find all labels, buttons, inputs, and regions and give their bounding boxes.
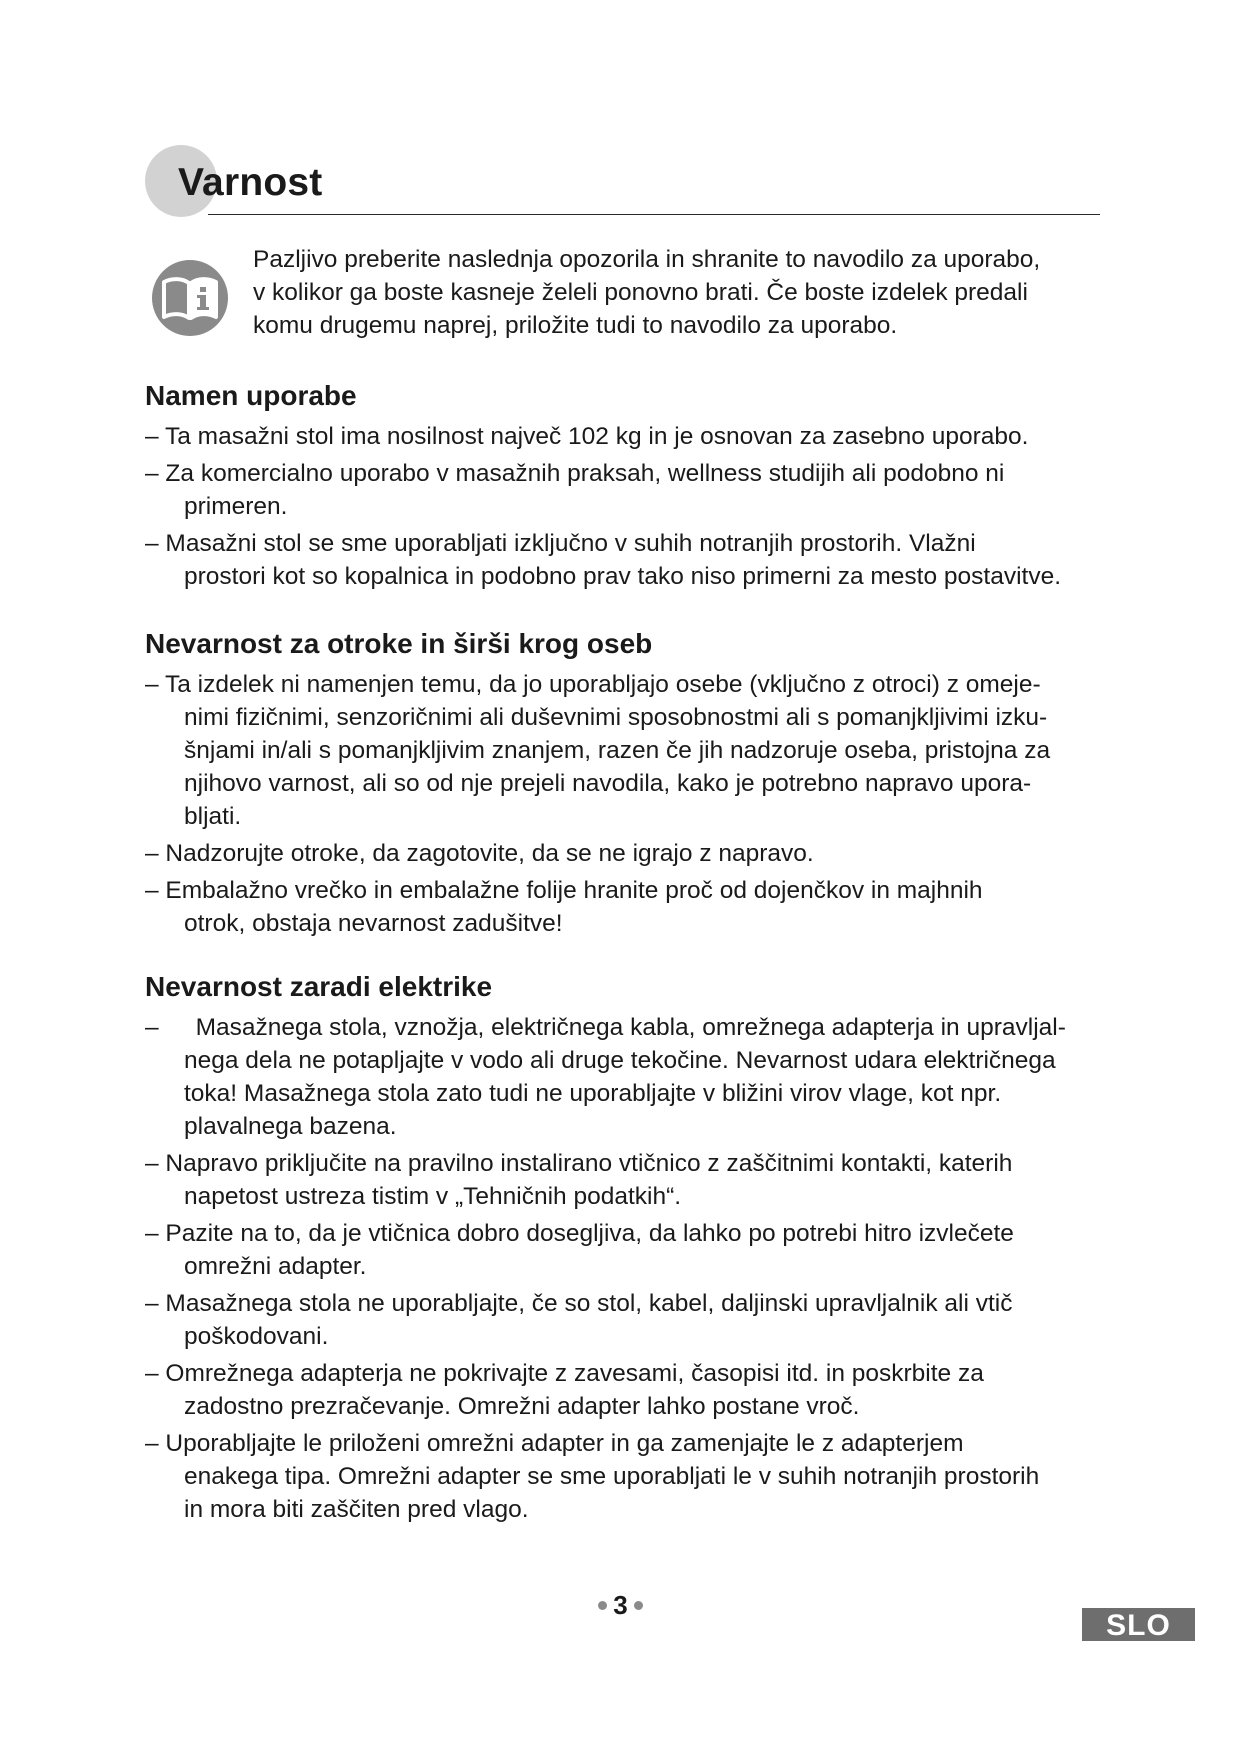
section-children-danger <box>145 624 1105 944</box>
intro-line: v kolikor ga boste kasneje želeli ponovno brati. Če boste izdelek predali <box>253 279 1028 306</box>
list-item <box>145 1147 1105 1213</box>
item-line: poškodovani. <box>184 1323 329 1350</box>
item-line: šnjami in/ali s pomanjkljivim znanjem, razen če jih nadzoruje oseba, pristojna za <box>184 737 1051 764</box>
bullet-list <box>145 668 1105 940</box>
item-line: nimi fizičnimi, senzoričnimi ali duševnimi sposobnostmi ali s pomanjkljivimi izku- <box>184 704 1048 731</box>
section-heading: Nevarnost za otroke in širši krog oseb <box>145 628 653 659</box>
item-line: otrok, obstaja nevarnost zadušitve! <box>184 910 563 937</box>
item-line: – Pazite na to, da je vtičnica dobro dosegljiva, da lahko po potrebi hitro izvlečete <box>145 1220 1014 1247</box>
item-line: toka! Masažnega stola zato tudi ne uporabljajte v bližini virov vlage, kot npr. <box>184 1080 1002 1107</box>
item-line: – Ta masažni stol ima nosilnost največ 102 kg in je osnovan za zasebno uporabo. <box>145 423 1029 450</box>
item-line-text: Masažnega stola, vznožja, električnega kabla, omrežnega adapterja in upravljal- <box>195 1014 1066 1041</box>
item-line: njihovo varnost, ali so od nje prejeli navodila, kako je potrebno napravo upora- <box>184 770 1032 797</box>
item-line: – Omrežnega adapterja ne pokrivajte z zavesami, časopisi itd. in poskrbite za <box>145 1360 984 1387</box>
intro-line: komu drugemu naprej, priložite tudi to navodilo za uporabo. <box>253 312 898 339</box>
item-line: – Uporabljajte le priloženi omrežni adapter in ga zamenjajte le z adapterjem <box>145 1430 964 1457</box>
bullet-dot-icon <box>598 1601 607 1610</box>
item-line: plavalnega bazena. <box>184 1113 397 1140</box>
list-item <box>145 668 1105 833</box>
item-line: enakega tipa. Omrežni adapter se sme uporabljati le v suhih notranjih prostorih <box>184 1463 1040 1490</box>
item-line: – Masažnega stola ne uporabljajte, če so stol, kabel, daljinski upravljalnik ali vtič <box>145 1290 1013 1317</box>
item-line: – Ta izdelek ni namenjen temu, da jo uporabljajo osebe (vključno z otroci) z omeje- <box>145 671 1041 698</box>
language-badge: SLO <box>1082 1608 1195 1641</box>
list-item <box>145 837 1105 870</box>
list-item <box>145 874 1105 940</box>
page-title-block <box>145 145 1100 220</box>
item-line: omrežni adapter. <box>184 1253 367 1280</box>
item-line: nega dela ne potapljajte v vodo ali druge tekočine. Nevarnost udara električnega <box>184 1047 1056 1074</box>
intro-line: Pazljivo preberite naslednja opozorila in shranite to navodilo za uporabo, <box>253 246 1041 273</box>
item-line: napetost ustreza tistim v „Tehničnih podatkih“. <box>184 1183 682 1210</box>
item-line: zadostno prezračevanje. Omrežni adapter lahko postane vroč. <box>184 1393 860 1420</box>
item-line: – Za komercialno uporabo v masažnih praksah, wellness studijih ali podobno ni <box>145 460 1005 487</box>
list-item <box>145 457 1105 523</box>
list-item <box>145 420 1105 453</box>
intro-text <box>253 243 1113 342</box>
item-line: primeren. <box>184 493 288 520</box>
section-electrical-danger <box>145 967 1105 1530</box>
section-intended-use <box>145 376 1105 597</box>
item-line: – Napravo priključite na pravilno instalirano vtičnico z zaščitnimi kontakti, katerih <box>145 1150 1013 1177</box>
list-item <box>145 1427 1105 1526</box>
list-item <box>145 527 1105 593</box>
dash-marker: – <box>145 1014 159 1041</box>
item-line: – Nadzorujte otroke, da zagotovite, da se ne igrajo z napravo. <box>145 840 814 867</box>
item-line: – Embalažno vrečko in embalažne folije hranite proč od dojenčkov in majhnih <box>145 877 983 904</box>
page-number <box>588 1590 653 1630</box>
item-line: bljati. <box>184 803 242 830</box>
bullet-list <box>145 1011 1105 1526</box>
list-item <box>145 1217 1105 1283</box>
page-number-value: 3 <box>613 1590 628 1620</box>
item-line-with-dash <box>145 1011 1105 1044</box>
section-heading: Namen uporabe <box>145 380 357 411</box>
item-line: in mora biti zaščiten pred vlago. <box>184 1496 529 1523</box>
item-line: prostori kot so kopalnica in podobno prav tako niso primerni za mesto postavitve. <box>184 563 1062 590</box>
list-item <box>145 1011 1105 1143</box>
title-divider <box>208 214 1100 215</box>
bullet-list <box>145 420 1105 593</box>
page-title: Varnost <box>178 161 323 204</box>
list-item <box>145 1287 1105 1353</box>
info-book-icon <box>152 260 228 336</box>
section-heading: Nevarnost zaradi elektrike <box>145 971 493 1002</box>
list-item <box>145 1357 1105 1423</box>
item-line: – Masažni stol se sme uporabljati izključno v suhih notranjih prostorih. Vlažni <box>145 530 976 557</box>
bullet-dot-icon <box>634 1601 643 1610</box>
intro-notice <box>152 243 1112 353</box>
